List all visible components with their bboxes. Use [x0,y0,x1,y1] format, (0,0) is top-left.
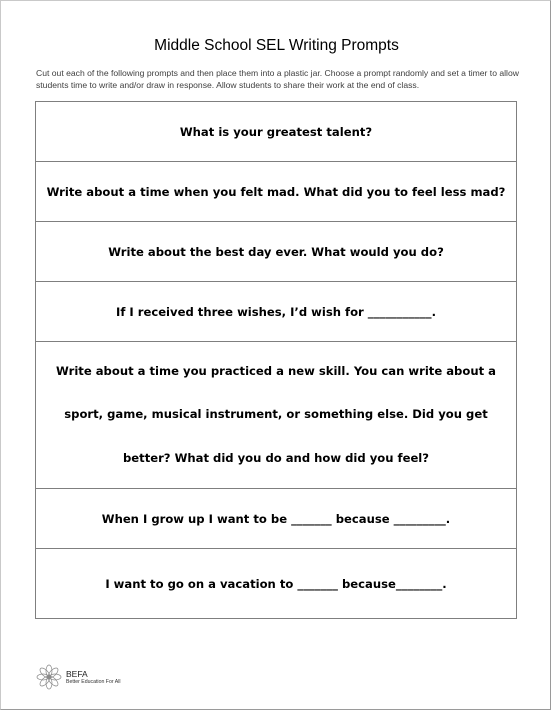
prompt-cell: When I grow up I want to be _______ because _________. [36,489,516,549]
prompt-cell: If I received three wishes, I’d wish for ___________. [36,282,516,342]
prompt-cell: I want to go on a vacation to _______ because________. [36,549,516,619]
brand-tagline: Better Education For All [66,678,121,685]
prompts-table [35,101,517,619]
instructions-text: Cut out each of the following prompts and then place them into a plastic jar. Choose a prompt randomly and set a timer to allow students time to write and/or draw in response. Allow students to share their work at the end of class. [36,68,519,90]
brand-name: BEFA [66,668,88,679]
prompt-cell: Write about a time when you felt mad. What did you to feel less mad? [36,162,516,222]
brand-text [66,669,121,686]
prompt-cell: What is your greatest talent? [36,102,516,162]
prompt-cell: Write about the best day ever. What would you do? [36,222,516,282]
page-title: Middle School SEL Writing Prompts [154,37,399,54]
flower-icon [36,664,62,690]
footer-brand [36,663,121,691]
prompt-cell: Write about a time you practiced a new skill. You can write about a sport, game, musical instrument, or something else. Did you get better? What did you do and how did you feel? [36,342,516,489]
